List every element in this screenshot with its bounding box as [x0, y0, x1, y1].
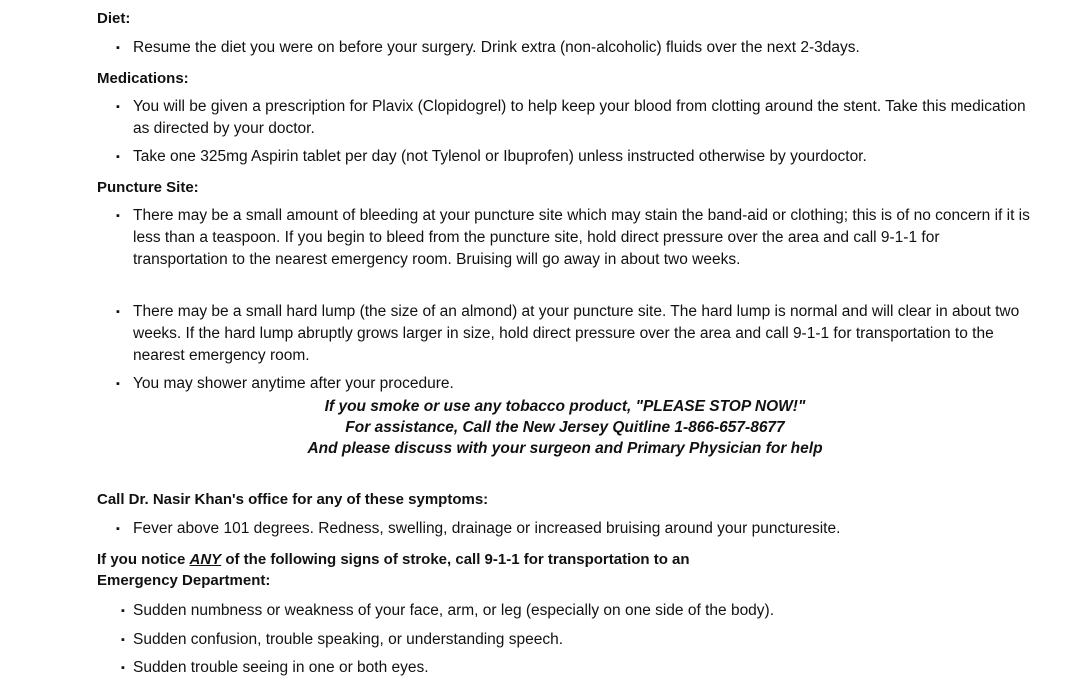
puncture-heading: Puncture Site:	[97, 179, 199, 196]
bullet-icon: ▪	[116, 210, 120, 222]
list-item	[121, 600, 1041, 622]
stroke-item-text: Sudden trouble seeing in one or both eyes.	[133, 659, 429, 676]
list-item	[121, 629, 1041, 651]
tobacco-notice-line-2: For assistance, Call the New Jersey Quitline 1-866-657-8677	[345, 419, 785, 436]
bullet-icon: ▪	[116, 523, 120, 535]
medications-heading: Medications:	[97, 70, 189, 87]
list-item	[116, 301, 1036, 367]
bullet-icon: ▪	[121, 662, 125, 674]
list-item	[116, 518, 1036, 540]
stroke-heading	[97, 550, 690, 570]
bullet-icon: ▪	[116, 101, 120, 113]
list-item	[116, 146, 1036, 168]
bullet-icon: ▪	[121, 605, 125, 617]
stroke-heading-pre: If you notice	[97, 551, 190, 568]
list-item	[116, 373, 1036, 395]
tobacco-notice-line-3: And please discuss with your surgeon and Primary Physician for help	[307, 440, 823, 457]
puncture-item-text: You may shower anytime after your procedure.	[133, 375, 454, 392]
list-item	[116, 37, 1036, 59]
bullet-icon: ▪	[116, 378, 120, 390]
list-item	[121, 657, 1041, 679]
diet-item-text: Resume the diet you were on before your surgery. Drink extra (non-alcoholic) fluids over the next 2-3days.	[133, 39, 860, 56]
stroke-heading-emphasis: ANY	[189, 551, 222, 568]
stroke-item-text: Sudden confusion, trouble speaking, or understanding speech.	[133, 631, 563, 648]
medications-item-text: Take one 325mg Aspirin tablet per day (not Tylenol or Ibuprofen) unless instructed otherwise by yourdoctor.	[133, 148, 867, 165]
puncture-item-text: There may be a small hard lump (the size of an almond) at your puncture site. The hard lump is normal and will clear in about two weeks. If the hard lump abruptly grows larger in size, hold direct pressure over the area and call 9-1-1 for transportation to the nearest emergency room.	[133, 303, 1020, 364]
symptoms-item-text: Fever above 101 degrees. Redness, swelling, drainage or increased bruising around your puncturesite.	[133, 520, 841, 537]
list-item	[116, 96, 1036, 140]
bullet-icon: ▪	[116, 151, 120, 163]
bullet-icon: ▪	[121, 634, 125, 646]
tobacco-notice-line-1: If you smoke or use any tobacco product, "PLEASE STOP NOW!"	[324, 398, 806, 415]
puncture-item-text: There may be a small amount of bleeding at your puncture site which may stain the band-aid or clothing; this is of no concern if it is less than a teaspoon. If you begin to bleed from the puncture site, hold direct pressure over the area and call 9-1-1 for transportation to the nearest emergency room. Bruising will go away in about two weeks.	[133, 207, 1030, 268]
bullet-icon: ▪	[116, 306, 120, 318]
bullet-icon: ▪	[116, 42, 120, 54]
diet-heading: Diet:	[97, 10, 131, 27]
stroke-item-text: Sudden numbness or weakness of your face, arm, or leg (especially on one side of the body).	[133, 602, 775, 619]
symptoms-heading: Call Dr. Nasir Khan's office for any of these symptoms:	[97, 491, 489, 508]
medications-item-text: You will be given a prescription for Plavix (Clopidogrel) to help keep your blood from clotting around the stent. Take this medication as directed by your doctor.	[133, 98, 1026, 137]
stroke-heading-line-2: Emergency Department:	[97, 572, 271, 589]
stroke-heading-post: of the following signs of stroke, call 9-1-1 for transportation to an	[221, 551, 690, 568]
list-item	[116, 205, 1036, 293]
